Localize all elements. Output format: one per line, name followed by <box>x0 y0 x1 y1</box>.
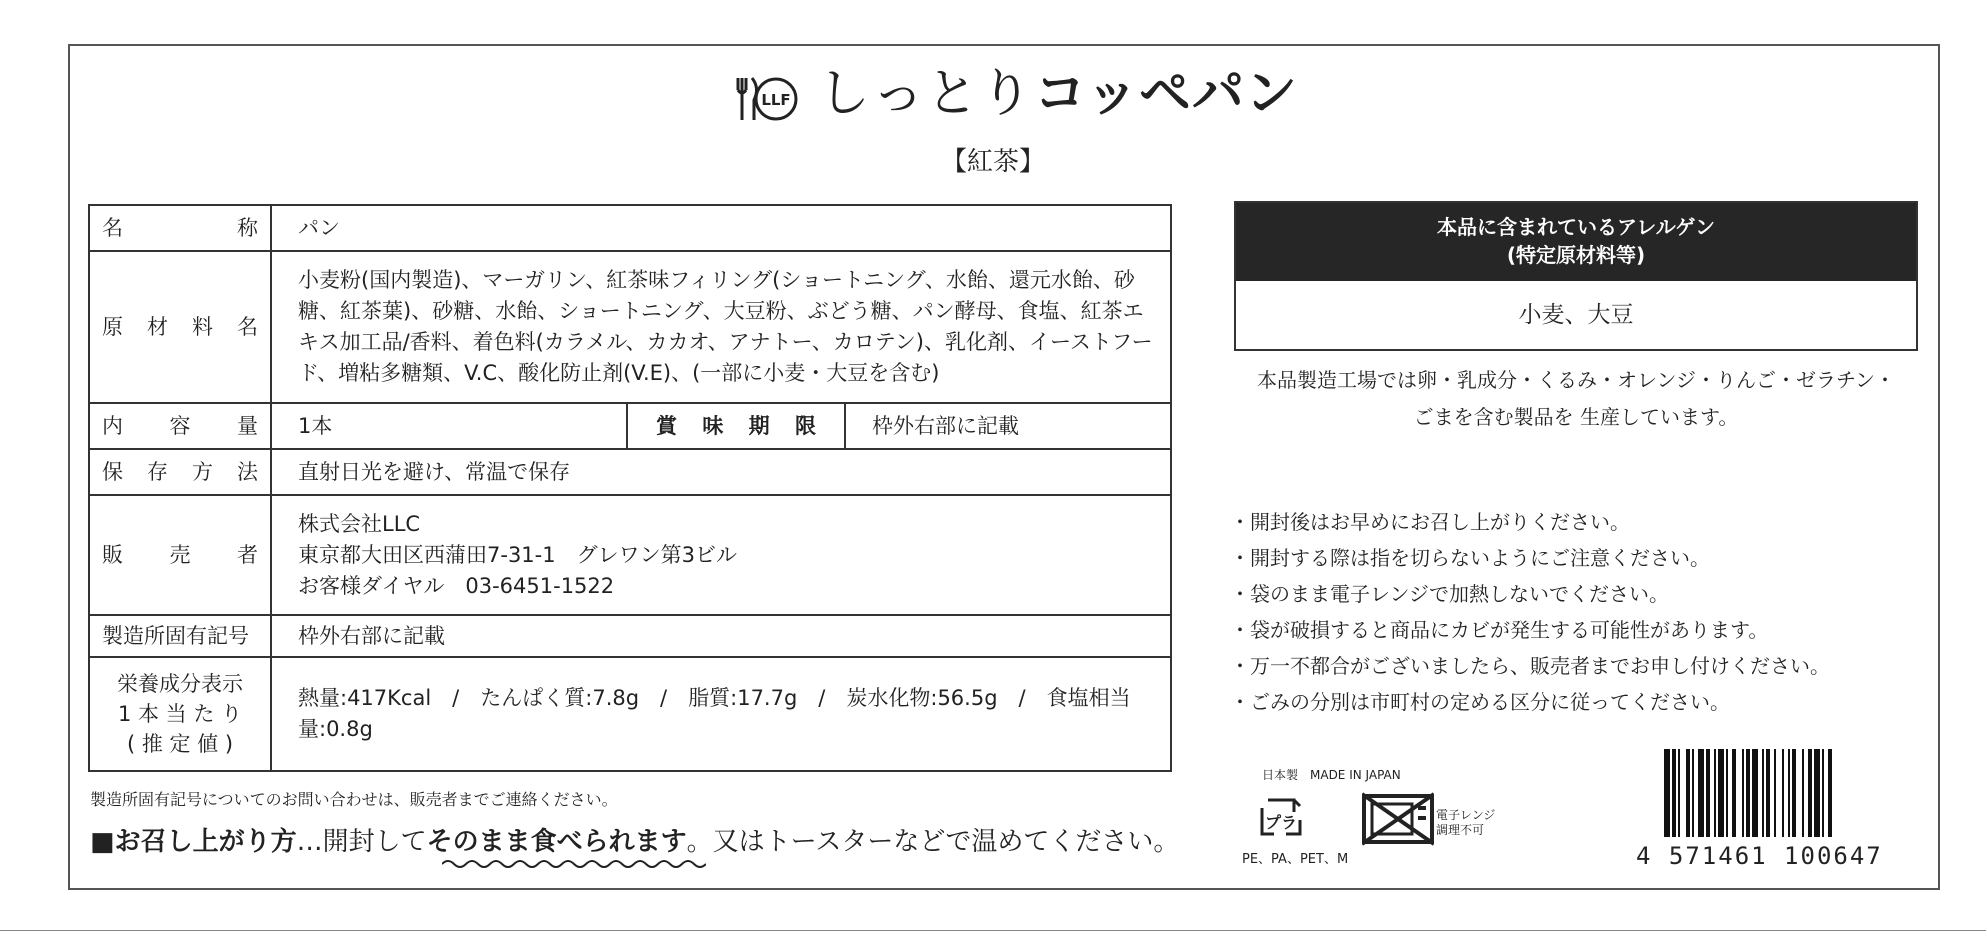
no-microwave-icon <box>1362 792 1434 846</box>
barcode-bar <box>1698 749 1704 837</box>
wavy-underline <box>442 858 706 870</box>
key-ingredients: 原 材 料 名 <box>89 251 271 403</box>
barcode-bar <box>1808 749 1812 837</box>
svg-text:LLF: LLF <box>761 91 791 109</box>
barcode-bar <box>1788 749 1790 837</box>
plastic-recycle-icon <box>1258 794 1304 844</box>
row-factory-code <box>89 615 1171 657</box>
row-content <box>89 403 1171 449</box>
barcode-bar <box>1692 749 1694 837</box>
product-title <box>818 62 1298 126</box>
row-ingredients <box>89 251 1171 403</box>
row-seller <box>89 495 1171 615</box>
howto-emphasis: そのまま食べられます <box>426 827 687 857</box>
title-bold: コッペパン <box>1034 64 1298 124</box>
svg-text:プラ: プラ <box>1264 813 1298 832</box>
key-name: 名 称 <box>89 205 271 251</box>
key-expiry: 賞 味 期 限 <box>627 403 845 449</box>
barcode-bar <box>1766 749 1770 837</box>
howto-marker: ■ <box>90 827 115 857</box>
howto-label: お召し上がり方 <box>114 827 297 857</box>
caution-list <box>1230 504 1930 720</box>
barcode-bar <box>1752 749 1758 837</box>
key-factory-code: 製造所固有記号 <box>89 615 271 657</box>
seller-company: 株式会社LLC <box>298 511 421 536</box>
barcode-number: 4 571461 100647 <box>1636 842 1883 870</box>
barcode-bar <box>1774 749 1776 837</box>
how-to-eat <box>90 822 1179 862</box>
barcode-bar <box>1802 749 1804 837</box>
value-storage: 直射日光を避け、常温で保存 <box>271 449 1171 495</box>
barcode-bar <box>1672 749 1676 837</box>
barcode <box>1664 749 1920 845</box>
barcode-bar <box>1782 749 1784 837</box>
barcode-bar <box>1828 749 1832 837</box>
caution-item: ・ごみの分別は市町村の定める区分に従ってください。 <box>1230 690 1730 714</box>
allergen-box <box>1234 201 1918 351</box>
barcode-bar <box>1762 749 1764 837</box>
fork-knife-logo-icon <box>736 74 800 124</box>
key-content: 内 容 量 <box>89 403 271 449</box>
caution-item: ・袋が破損すると商品にカビが発生する可能性があります。 <box>1230 618 1769 642</box>
barcode-bar <box>1792 749 1796 837</box>
row-storage <box>89 449 1171 495</box>
flavor-label: 【紅茶】 <box>940 147 1045 177</box>
bottom-rule <box>0 930 1986 931</box>
barcode-bar <box>1714 749 1716 837</box>
caution-item: ・開封する際は指を切らないようにご注意ください。 <box>1230 546 1710 570</box>
howto-ellipsis: … <box>296 827 323 857</box>
key-storage: 保 存 方 法 <box>89 449 271 495</box>
value-content: 1本 <box>271 403 627 449</box>
recycle-materials: PE、PA、PET、M <box>1242 852 1349 867</box>
row-nutrition <box>89 657 1171 771</box>
howto-post: 。又はトースターなどで温めてください。 <box>686 827 1180 857</box>
barcode-bar <box>1706 749 1710 837</box>
barcode-bar <box>1814 749 1820 837</box>
barcode-bar <box>1822 749 1824 837</box>
barcode-bar <box>1732 749 1736 837</box>
value-nutrition: 熱量:417Kcal / たんぱく質:7.8g / 脂質:17.7g / 炭水化物:56.5g / 食塩相当量:0.8g <box>271 657 1171 771</box>
inquiry-note: 製造所固有記号についてのお問い合わせは、販売者までご連絡ください。 <box>90 790 618 809</box>
caution-item: ・開封後はお早めにお召し上がりください。 <box>1230 510 1630 534</box>
howto-pre: 開封して <box>322 827 427 857</box>
seller-phone: お客様ダイヤル 03-6451-1522 <box>298 573 615 598</box>
value-seller <box>271 495 1171 615</box>
factory-note: 本品製造工場では卵・乳成分・くるみ・オレンジ・りんご・ゼラチン・ ごまを含む製品を 生産しています。 <box>1257 368 1895 429</box>
allergen-value: 小麦、大豆 <box>1518 302 1634 328</box>
allergen-heading: 本品に含まれているアレルゲン (特定原材料等) <box>1236 203 1916 281</box>
caution-item: ・袋のまま電子レンジで加熱しないでください。 <box>1230 582 1669 606</box>
key-nutrition: 栄養成分表示 1 本 当 た り ( 推 定 値 ) <box>89 657 271 771</box>
caution-item: ・万一不都合がございましたら、販売者までお申し付けください。 <box>1230 654 1830 678</box>
value-ingredients: 小麦粉(国内製造)、マーガリン、紅茶味フィリング(ショートニング、水飴、還元水飴、砂糖、紅茶葉)、砂糖、水飴、ショートニング、大豆粉、ぶどう糖、パン酵母、食塩、紅茶エキス加工品/香料、着色料(カラメル、カカオ、アナトー、カロテン)、乳化剤、イーストフード、増粘多糖類、V.C、酸化防止剤(V.E)、(一部に小麦・大豆を含む) <box>271 251 1171 403</box>
microwave-warning: 電子レンジ 調理不可 <box>1436 808 1496 837</box>
barcode-bar <box>1726 749 1728 837</box>
title-light: しっとり <box>818 64 1035 124</box>
info-table <box>88 204 1172 772</box>
value-factory-code: 枠外右部に記載 <box>271 615 1171 657</box>
barcode-bar <box>1746 749 1750 837</box>
barcode-bar <box>1742 749 1744 837</box>
seller-address: 東京都大田区西蒲田7-31-1 グレワン第3ビル <box>298 542 737 567</box>
row-name <box>89 205 1171 251</box>
barcode-bar <box>1664 749 1670 837</box>
key-seller: 販 売 者 <box>89 495 271 615</box>
value-expiry: 枠外右部に記載 <box>845 403 1171 449</box>
value-name: パン <box>271 205 1171 251</box>
made-in-japan: 日本製 MADE IN JAPAN <box>1262 768 1401 782</box>
barcode-bar <box>1678 749 1680 837</box>
barcode-bar <box>1718 749 1724 837</box>
barcode-bar <box>1686 749 1690 837</box>
